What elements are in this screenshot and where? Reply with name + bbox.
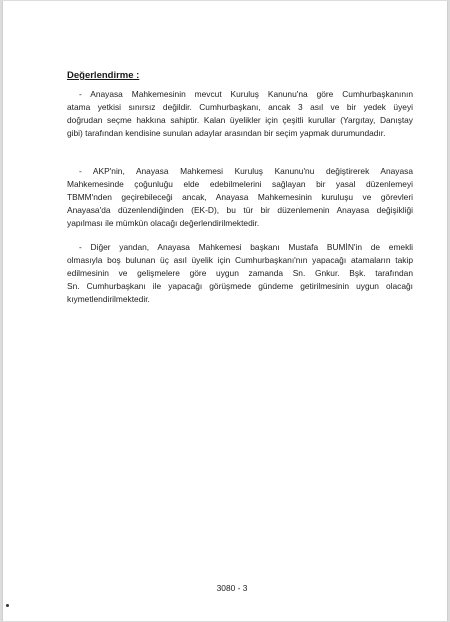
paragraph-line: Mahkemesinde çoğunluğu elde edebilmelerini sağlayan bir yasal düzenlemeyi [67, 179, 413, 189]
paragraph-constitutional-amendment [67, 165, 413, 230]
document-page [2, 1, 448, 621]
paragraph-line: Anayasa'da düzenlendiğinden (EK-D), bu tür bir düzenlemenin Anayasa değişikliği [67, 205, 413, 215]
paragraph-line: yapılması ile mümkün olacağı değerlendirilmektedir. [67, 218, 260, 228]
paragraph-line: Sn. Cumhurbaşkanı ile yapacağı görüşmede gündeme getirilmesinin uygun olacağı [67, 281, 413, 291]
paragraph-line: - Diğer yandan, Anayasa Mahkemesi başkanı Mustafa BUMİN'in de emekli [79, 242, 413, 252]
paragraph-line: TBMM'nden geçirebileceği ancak, Anayasa Mahkemesinin kuruluşu ve görevleri [67, 192, 413, 202]
paragraph-line: kıymetlendirilmektedir. [67, 294, 150, 304]
paragraph-line: gibi) tarafından kendisine sunulan adaylar arasından bir seçim yapmak durumundadır. [67, 128, 386, 138]
paragraph-line: - AKP'nin, Anayasa Mahkemesi Kuruluş Kanunu'nu değiştirerek Anayasa [79, 166, 413, 176]
paragraph-line: - Anayasa Mahkemesinin mevcut Kuruluş Kanunu'na göre Cumhurbaşkanının [79, 89, 413, 99]
paragraph-line: olmasıyla boş bulunan üç asıl üyelik için Cumhurbaşkanı'nın yapacağı atamaların takip [67, 255, 413, 265]
section-heading: Değerlendirme : [67, 70, 140, 81]
paragraph-line: atama yetkisi sınırsız değildir. Cumhurbaşkanı, ancak 3 asıl ve bir yedek üyeyi [67, 102, 413, 112]
paragraph-line: edilmesinin ve gelişmelere göre uygun zamanda Sn. Gnkur. Bşk. tarafından [67, 268, 413, 278]
paragraph-appointment-authority [67, 88, 413, 140]
paragraph-line: doğrudan seçme hakkına sahiptir. Kalan üyelikler için çeşitli kurullar (Yargıtay, Danıştay [67, 115, 413, 125]
scan-speck [6, 604, 9, 607]
paragraph-vacant-memberships [67, 241, 413, 306]
page-number: 3080 - 3 [216, 583, 248, 593]
